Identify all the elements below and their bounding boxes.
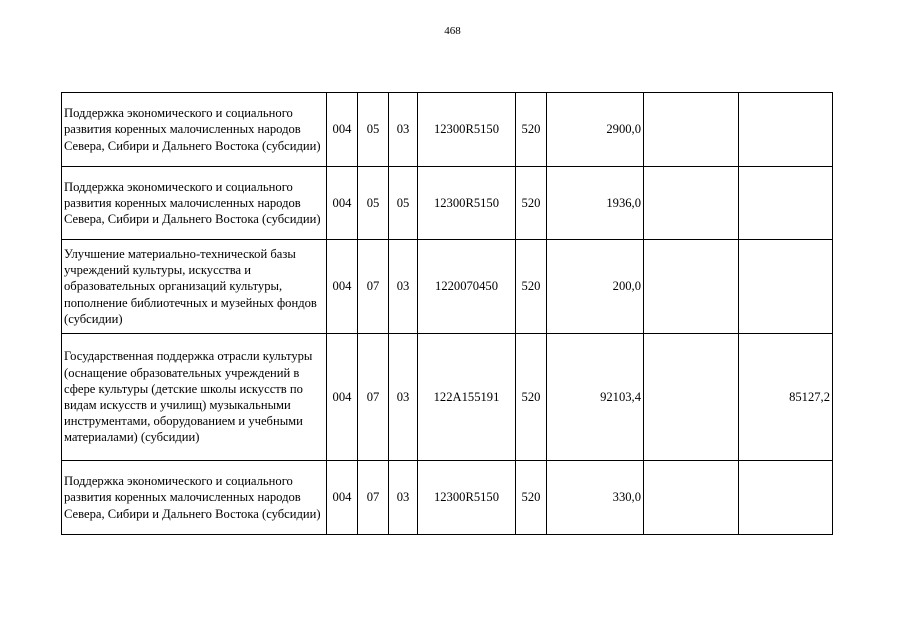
pr-cell: 05 bbox=[389, 167, 418, 240]
vr-cell: 520 bbox=[516, 167, 547, 240]
rz-cell: 05 bbox=[358, 167, 389, 240]
vr-cell: 520 bbox=[516, 93, 547, 167]
ved-cell: 004 bbox=[327, 167, 358, 240]
pr-cell: 03 bbox=[389, 334, 418, 461]
table-row bbox=[62, 93, 833, 167]
sum2-cell bbox=[644, 334, 739, 461]
sum1-cell: 92103,4 bbox=[547, 334, 644, 461]
vr-cell: 520 bbox=[516, 240, 547, 334]
sum1-cell: 200,0 bbox=[547, 240, 644, 334]
rz-cell: 05 bbox=[358, 93, 389, 167]
csr-cell: 12300R5150 bbox=[418, 93, 516, 167]
sum3-cell bbox=[739, 240, 833, 334]
vr-cell: 520 bbox=[516, 461, 547, 535]
table-row bbox=[62, 167, 833, 240]
sum2-cell bbox=[644, 93, 739, 167]
sum1-cell: 1936,0 bbox=[547, 167, 644, 240]
vr-cell: 520 bbox=[516, 334, 547, 461]
table-row bbox=[62, 461, 833, 535]
row-name-cell: Государственная поддержка отрасли культуры (оснащение образовательных учреждений в сфере культуры (детские школы искусств по видам искусств и училищ) музыкальными инструментами, оборудованием и учебными материалами) (субсидии) bbox=[62, 334, 327, 461]
row-name-cell: Поддержка экономического и социального развития коренных малочисленных народов Севера, Сибири и Дальнего Востока (субсидии) bbox=[62, 167, 327, 240]
ved-cell: 004 bbox=[327, 240, 358, 334]
sum2-cell bbox=[644, 240, 739, 334]
pr-cell: 03 bbox=[389, 93, 418, 167]
row-name-cell: Улучшение материально-технической базы учреждений культуры, искусства и образовательных организаций культуры, пополнение библиотечных и музейных фондов (субсидии) bbox=[62, 240, 327, 334]
pr-cell: 03 bbox=[389, 461, 418, 535]
csr-cell: 1220070450 bbox=[418, 240, 516, 334]
sum3-cell bbox=[739, 461, 833, 535]
csr-cell: 122A155191 bbox=[418, 334, 516, 461]
table-row bbox=[62, 240, 833, 334]
budget-table bbox=[61, 92, 833, 535]
sum3-cell bbox=[739, 167, 833, 240]
sum2-cell bbox=[644, 167, 739, 240]
sum2-cell bbox=[644, 461, 739, 535]
sum1-cell: 2900,0 bbox=[547, 93, 644, 167]
page-number: 468 bbox=[444, 25, 461, 37]
rz-cell: 07 bbox=[358, 240, 389, 334]
table-row bbox=[62, 334, 833, 461]
ved-cell: 004 bbox=[327, 334, 358, 461]
csr-cell: 12300R5150 bbox=[418, 461, 516, 535]
ved-cell: 004 bbox=[327, 93, 358, 167]
rz-cell: 07 bbox=[358, 461, 389, 535]
csr-cell: 12300R5150 bbox=[418, 167, 516, 240]
pr-cell: 03 bbox=[389, 240, 418, 334]
ved-cell: 004 bbox=[327, 461, 358, 535]
row-name-cell: Поддержка экономического и социального развития коренных малочисленных народов Севера, Сибири и Дальнего Востока (субсидии) bbox=[62, 93, 327, 167]
row-name-cell: Поддержка экономического и социального развития коренных малочисленных народов Севера, Сибири и Дальнего Востока (субсидии) bbox=[62, 461, 327, 535]
sum3-cell bbox=[739, 93, 833, 167]
rz-cell: 07 bbox=[358, 334, 389, 461]
sum1-cell: 330,0 bbox=[547, 461, 644, 535]
sum3-cell: 85127,2 bbox=[739, 334, 833, 461]
